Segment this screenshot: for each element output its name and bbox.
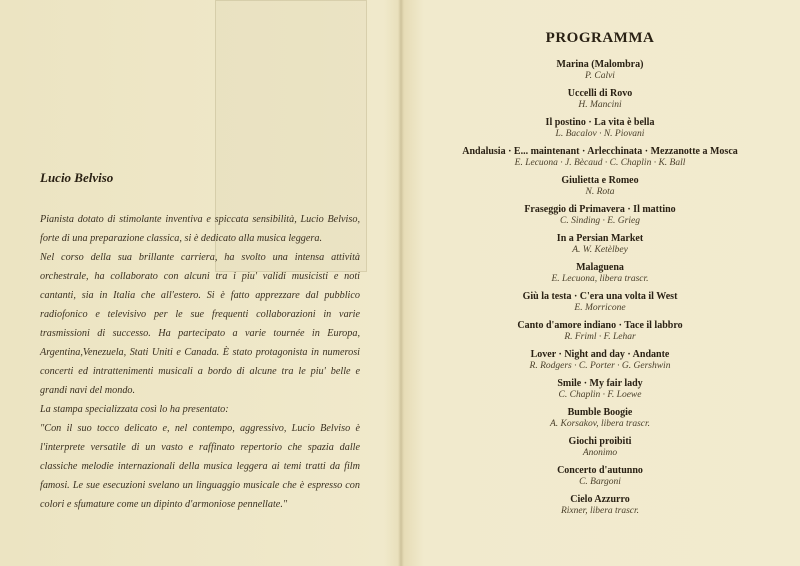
program-item [420,175,780,199]
biography-paragraph: Pianista dotato di stimolante inventiva e spiccata sensibilità, Lucio Belviso, forte di una preparazione classica, si è dedicato alla musica leggera. [40,214,360,244]
piece-title: Malaguena [576,262,624,273]
composer-name: E. Morricone [574,303,626,313]
composer-name: E. Lecuona · J. Bècaud · C. Chaplin · K. Ball [514,158,686,168]
program-page [420,30,780,523]
piece-title: Giù la testa · C'era una volta il West [522,291,678,302]
program-item [420,117,780,141]
biography-page [40,170,360,514]
piece-title: Uccelli di Rovo [567,88,633,99]
composer-name: E. Lecuona, libera trascr. [551,274,649,284]
piece-title: Bumble Boogie [567,407,633,418]
composer-name: A. Korsakov, libera trascr. [549,419,651,429]
biography-title: Lucio Belviso [40,170,114,185]
composer-name: C. Sinding · E. Grieg [560,216,640,226]
piece-title: Il postino · La vita è bella [545,117,655,128]
program-item [420,494,780,518]
program-item [420,378,780,402]
piece-title: Fraseggio di Primavera · Il mattino [524,204,676,215]
composer-name: A. W. Ketèlbey [572,245,628,255]
composer-name: C. Chaplin · F. Loewe [558,390,642,400]
program-item [420,233,780,257]
program-item [420,407,780,431]
piece-title: Andalusia · E... maintenant · Arlecchinata · Mezzanotte a Mosca [462,146,738,157]
piece-title: Giulietta e Romeo [561,175,639,186]
piece-title: Giochi proibiti [568,436,632,447]
program-item [420,320,780,344]
piece-title: In a Persian Market [556,233,644,244]
piece-title: Canto d'amore indiano · Tace il labbro [517,320,683,331]
page-fold [398,0,404,566]
program-item [420,291,780,315]
composer-name: L. Bacalov · N. Piovani [555,129,645,139]
biography-paragraph: Nel corso della sua brillante carriera, ha svolto una intensa attività orchestrale, ha collaborato con alcuni tra i piu' validi musicisti e noti cantanti, sia in Italia che all'estero. Si è fatto apprezzare dal pubblico radiofonico e televisivo per le sue frequenti collaborazioni in varie trasmissioni di successo. Ha partecipato a varie tournée in Europa, Argentina,Venezuela, Stati Uniti e Canada. È stato protagonista in numerosi concerti ed intrattenimenti musicali a bordo di alcune tra le piu' belle e grandi navi del mondo. [40,252,360,396]
program-title: PROGRAMMA [545,30,655,46]
biography-quote: "Con il suo tocco delicato e, nel contempo, aggressivo, Lucio Belviso è l'interprete versatile di un vasto e raffinato repertorio che spazia dalle classiche melodie internazionali della musica leggera ai temi tratti da film famosi. Le sue esecuzioni svelano un linguaggio musicale che è espresso con colori e sfumature come un dipinto d'armoniose pennellate." [40,423,360,510]
program-item [420,262,780,286]
piece-title: Marina (Malombra) [556,59,644,70]
composer-name: R. Friml · F. Lehar [564,332,636,342]
program-list [420,59,780,518]
program-item [420,88,780,112]
program-item [420,436,780,460]
program-item [420,349,780,373]
program-item [420,465,780,489]
composer-name: N. Rota [585,187,615,197]
program-item [420,146,780,170]
piece-title: Concerto d'autunno [557,465,643,476]
composer-name: H. Mancini [578,100,622,110]
biography-text [40,210,360,514]
piece-title: Lover · Night and day · Andante [530,349,670,360]
composer-name: R. Rodgers · C. Porter · G. Gershwin [529,361,671,371]
program-item [420,204,780,228]
biography-paragraph: La stampa specializzata così lo ha presentato: [40,404,229,415]
composer-name: Anonimo [582,448,618,458]
composer-name: C. Bargoni [579,477,621,487]
piece-title: Smile · My fair lady [557,378,643,389]
program-item [420,59,780,83]
piece-title: Cielo Azzurro [570,494,630,505]
composer-name: P. Calvi [585,71,615,81]
composer-name: Rixner, libera trascr. [560,506,640,516]
